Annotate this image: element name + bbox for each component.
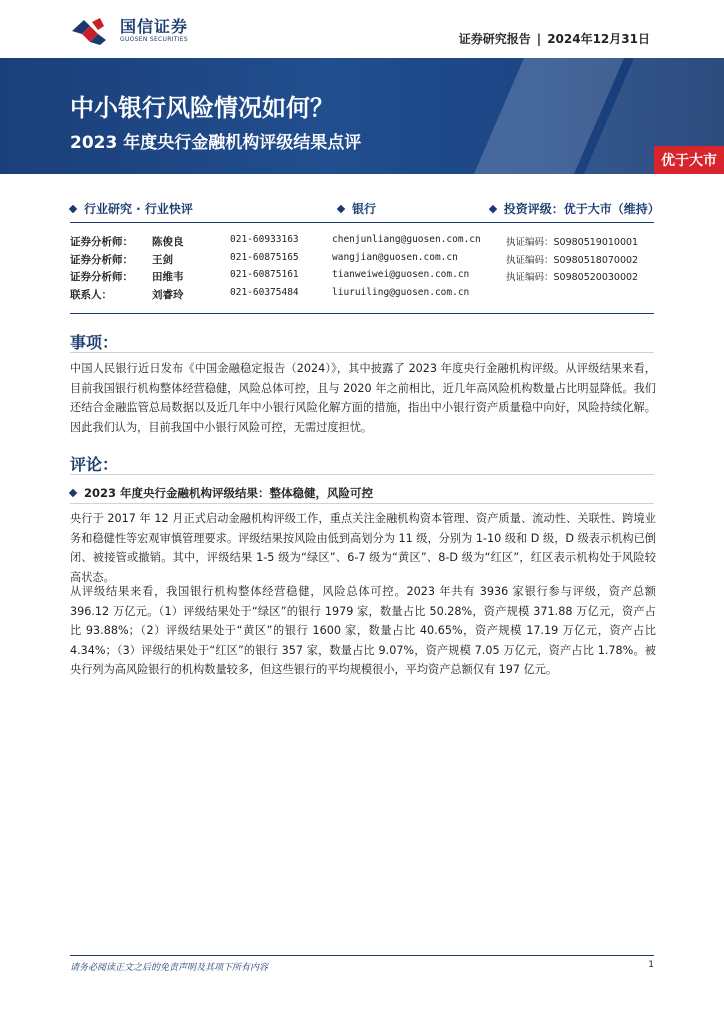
category-rating bbox=[490, 200, 660, 217]
diamond-bullet-icon bbox=[489, 204, 497, 212]
analyst-email[interactable]: chenjunliang@guosen.com.cn bbox=[332, 234, 481, 245]
report-type: 证券研究报告 bbox=[458, 32, 531, 46]
subsection-rule bbox=[70, 503, 654, 504]
subsection-heading bbox=[70, 485, 373, 501]
diamond-bullet-icon bbox=[69, 204, 77, 212]
analyst-role: 证券分析师： bbox=[70, 236, 133, 248]
industry-label: 银行 bbox=[352, 202, 377, 216]
diamond-bullet-icon bbox=[69, 489, 77, 497]
page-title: 中小银行风险情况如何？ bbox=[70, 94, 334, 122]
analyst-phone: 021-60875161 bbox=[230, 269, 299, 280]
logo-chinese-name: 国信证券 bbox=[120, 17, 189, 36]
analyst-name: 田维韦 bbox=[152, 271, 184, 283]
guosen-logo[interactable] bbox=[70, 16, 188, 46]
page-subtitle: 2023 年度央行金融机构评级结果点评 bbox=[70, 133, 362, 153]
analyst-row bbox=[70, 287, 660, 305]
diamond-bullet-icon bbox=[337, 204, 345, 212]
analyst-role: 证券分析师： bbox=[70, 271, 133, 283]
analyst-name: 王剑 bbox=[152, 253, 173, 266]
analyst-cert: 执证编码：S0980520030002 bbox=[506, 272, 639, 283]
rating-label: 投资评级：优于大市（维持） bbox=[503, 202, 660, 216]
contact-name: 刘睿玲 bbox=[152, 288, 184, 301]
comment-paragraph-2: 从评级结果来看，我国银行机构整体经营稳健，风险总体可控。2023 年共有 3936 家银行参与评级，资产总额 396.12 万亿元。（1）评级结果处于“绿区”的银行 1979 家，数量占比 50.28%，资产规模 371.88 万亿元，资产占比 93.88%；（2）评级结果处于“黄区”的银行 1600 家，数量占比 40.65%，资产规模 17.19 万亿元，资产占比 4.34%；（3）评级结果处于“红区”的银行 357 家，数量占比 9.07%，资产规模 7.05 万亿元，资产占比 1.78%。被央行列为高风险银行的机构数量较多，但这些银行的平均规模很小，平均资产总额仅有 197 亿元。 bbox=[70, 585, 656, 676]
analyst-cert: 执证编码：S0980518070002 bbox=[506, 254, 639, 266]
analyst-phone: 021-60933163 bbox=[230, 234, 299, 245]
page-number: 1 bbox=[648, 960, 654, 970]
title-banner bbox=[0, 58, 724, 174]
category-row bbox=[70, 200, 660, 218]
research-type-label: 行业研究 · 行业快评 bbox=[84, 202, 193, 216]
analyst-phone: 021-60875165 bbox=[230, 251, 299, 263]
contact-phone: 021-60375484 bbox=[230, 286, 299, 298]
report-meta bbox=[459, 30, 650, 47]
top-header bbox=[0, 0, 724, 56]
comment-rule bbox=[70, 474, 654, 475]
analyst-divider bbox=[70, 313, 654, 314]
events-paragraph: 中国人民银行近日发布《中国金融稳定报告（2024）》，其中披露了 2023 年度央行金融机构评级。从评级结果来看，目前我国银行机构整体经营稳健，风险总体可控，且与 2020 年之前相比，近几年高风险机构数量占比明显降低。我们还结合金融监管总局数据以及近几年中小银行风险化解方面的措施，指出中小银行资产质量稳中向好，风险持续化解。因此我们认为，目前我国中小银行风险可控，无需过度担忧。 bbox=[70, 362, 656, 434]
logo-english-name: GUOSEN SECURITIES bbox=[120, 36, 189, 43]
rating-badge: 优于大市 bbox=[654, 146, 724, 174]
report-date: 2024年12月31日 bbox=[547, 32, 650, 46]
category-divider bbox=[70, 222, 654, 223]
subsection-heading-text: 2023 年度央行金融机构评级结果：整体稳健，风险可控 bbox=[84, 486, 374, 500]
category-research-type bbox=[70, 200, 193, 217]
contact-email[interactable]: liuruiling@guosen.com.cn bbox=[332, 286, 470, 298]
analyst-list bbox=[70, 234, 660, 304]
analyst-email[interactable]: wangjian@guosen.com.cn bbox=[332, 251, 458, 263]
comment-heading: 评论： bbox=[70, 455, 119, 474]
footer-divider bbox=[70, 955, 654, 956]
contact-role: 联系人： bbox=[70, 288, 112, 301]
analyst-row bbox=[70, 269, 660, 287]
meta-separator: | bbox=[536, 32, 542, 46]
analyst-row bbox=[70, 234, 660, 252]
analyst-email[interactable]: tianweiwei@guosen.com.cn bbox=[332, 269, 470, 280]
analyst-cert: 执证编码：S0980519010001 bbox=[506, 237, 639, 248]
analyst-role: 证券分析师： bbox=[70, 253, 133, 266]
analyst-row bbox=[70, 252, 660, 270]
category-industry bbox=[338, 200, 376, 217]
footer-disclaimer: 请务必阅读正文之后的免责声明及其项下所有内容 bbox=[70, 963, 269, 973]
events-rule bbox=[70, 352, 654, 353]
events-heading: 事项： bbox=[70, 333, 119, 352]
guosen-logo-icon bbox=[70, 16, 114, 46]
comment-paragraph-1: 央行于 2017 年 12 月正式启动金融机构评级工作，重点关注金融机构资本管理、资产质量、流动性、关联性、跨境业务和稳健性等宏观审慎管理要求。评级结果按风险由低到高划分为 11 级，分别为 1-10 级和 D 级，D 级表示机构已倒闭、被接管或撤销。其中，评级结果 1-5 级为“绿区”、6-7 级为“黄区”、8-D 级为“红区”，红区表示机构处于风险较高状态。 bbox=[70, 512, 656, 584]
analyst-name: 陈俊良 bbox=[152, 236, 184, 248]
